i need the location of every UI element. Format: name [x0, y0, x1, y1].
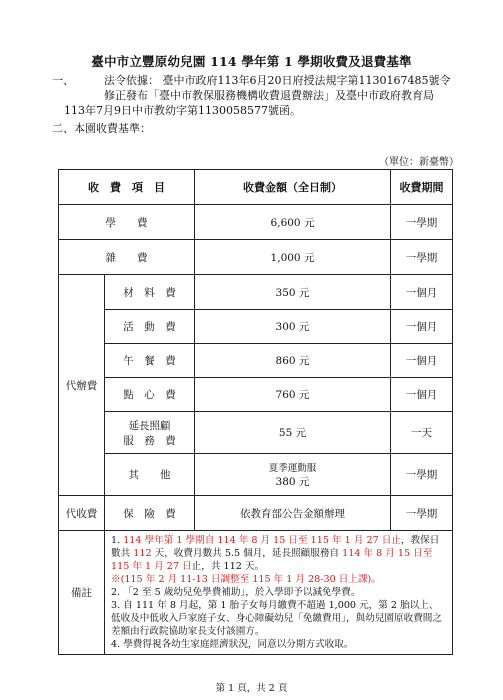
amount-lunch: 860 元: [195, 344, 391, 378]
note-1: [111, 534, 448, 573]
table-row-materials: [59, 275, 453, 310]
table-row-snack: [59, 378, 453, 412]
item-materials: 材 料 費: [105, 275, 195, 310]
item-snack: 點 心 費: [105, 378, 195, 412]
table-row-other: [59, 454, 453, 496]
header-period: 收費期間: [391, 170, 453, 205]
collect-fee-label: 代收費: [59, 496, 105, 531]
table-row-lunch: [59, 344, 453, 378]
note-2: 2. 「2 至 5 歲幼兒免學費補助」，於入學即予以減免學費。: [111, 587, 361, 598]
table-row-extended-care: [59, 412, 453, 454]
amount-other: [195, 454, 391, 496]
item-activity: 活 動 費: [105, 310, 195, 344]
legal-basis-line-2: 修正發布「臺中市教保服務機構收費退費辦法」及臺中市政府教育局: [104, 89, 434, 102]
amount-activity: 300 元: [195, 310, 391, 344]
item-extended-care-line-2: 服 務 費: [123, 434, 176, 447]
amount-other-value: 380 元: [275, 476, 310, 488]
period-other: 一學期: [391, 454, 453, 496]
table-row-activity: [59, 310, 453, 344]
section-fee-standard-heading: 二、本園收費基準：: [52, 122, 151, 135]
item-tuition: 學 費: [59, 205, 195, 240]
note-1-days: 112: [133, 548, 152, 559]
amount-extended-care: 55 元: [195, 412, 391, 454]
period-snack: 一個月: [391, 378, 453, 412]
fee-table-header-row: [59, 170, 453, 205]
note-4: 4. 學費得視各幼生家庭經濟狀況，同意以分期方式收取。: [111, 639, 354, 650]
note-1-num: 1.: [111, 535, 124, 546]
period-extended-care: 一天: [391, 412, 453, 454]
item-other: 其 他: [105, 454, 195, 496]
note-1-semester-dates: 114 學年第 1 學期自 114 年 8 月 15 日至 115 年 1 月 27 日止: [123, 535, 401, 546]
document-title: 臺中市立豐原幼兒園 114 學年第 1 學期收費及退費基準: [91, 54, 412, 69]
fee-table: [58, 169, 453, 655]
agency-fee-label: 代辦費: [59, 275, 105, 496]
header-item: 收 費 項 目: [59, 170, 195, 205]
table-row-misc: [59, 240, 453, 275]
period-tuition: 一學期: [391, 205, 453, 240]
item-extended-care-line-1: 延長照顧: [128, 419, 171, 432]
note-1-text-c: 止，共 112 天。: [191, 561, 265, 572]
amount-insurance: 依教育部公告金額辦理: [195, 496, 391, 531]
table-row-tuition: [59, 205, 453, 240]
amount-other-label: 夏季運動服: [268, 463, 317, 474]
period-insurance: 一學期: [391, 496, 453, 531]
amount-materials: 350 元: [195, 275, 391, 310]
note-1-text-a: ，教保日數共: [111, 535, 440, 559]
item-extended-care: [105, 412, 195, 454]
period-misc: 一學期: [391, 240, 453, 275]
header-amount: 收費金額（全日制）: [195, 170, 391, 205]
section-legal-basis: [52, 73, 484, 118]
item-lunch: 午 餐 費: [105, 344, 195, 378]
legal-basis-line-3: 113年7月9日中市教幼字第1130058577號函。: [64, 104, 301, 117]
note-3: 3. 自 111 年 8 月起，第 1 胎子女每月繳費不超過 1,000 元，第 2 胎以上、低收及中低收入戶家庭子女、身心障礙幼兒「免繳費用」，與幼兒園原收費間之差額由行政院協助家長支付該園方。: [111, 600, 442, 637]
amount-misc: 1,000 元: [195, 240, 391, 275]
notes-label: 備註: [59, 531, 105, 655]
amount-tuition: 6,600 元: [195, 205, 391, 240]
table-row-insurance: [59, 496, 453, 531]
notes-content: [105, 531, 453, 655]
currency-unit: （單位：新臺幣）: [379, 157, 459, 168]
note-1-text-b: 天，收費月數共 5.5 個月，延長照顧服務自: [151, 548, 343, 559]
period-lunch: 一個月: [391, 344, 453, 378]
amount-snack: 760 元: [195, 378, 391, 412]
period-activity: 一個月: [391, 310, 453, 344]
item-insurance: 保 險 費: [105, 496, 195, 531]
period-materials: 一個月: [391, 275, 453, 310]
table-row-notes: [59, 531, 453, 655]
note-1-adjustment: ※(115 年 2 月 11-13 日調整至 115 年 1 月 28-30 日上課)。: [111, 574, 381, 585]
note-1-extended-dates: 114 年 8 月 15 日至 115 年 1 月 27 日: [111, 548, 433, 572]
page-footer: 第 1 頁，共 2 頁: [215, 683, 288, 694]
legal-basis-line-1: 法令依據： 臺中市政府113年6月20日府授法規字第1130167485號令: [104, 74, 451, 87]
item-misc: 雜 費: [59, 240, 195, 275]
section-number-1: 一、: [52, 74, 74, 87]
